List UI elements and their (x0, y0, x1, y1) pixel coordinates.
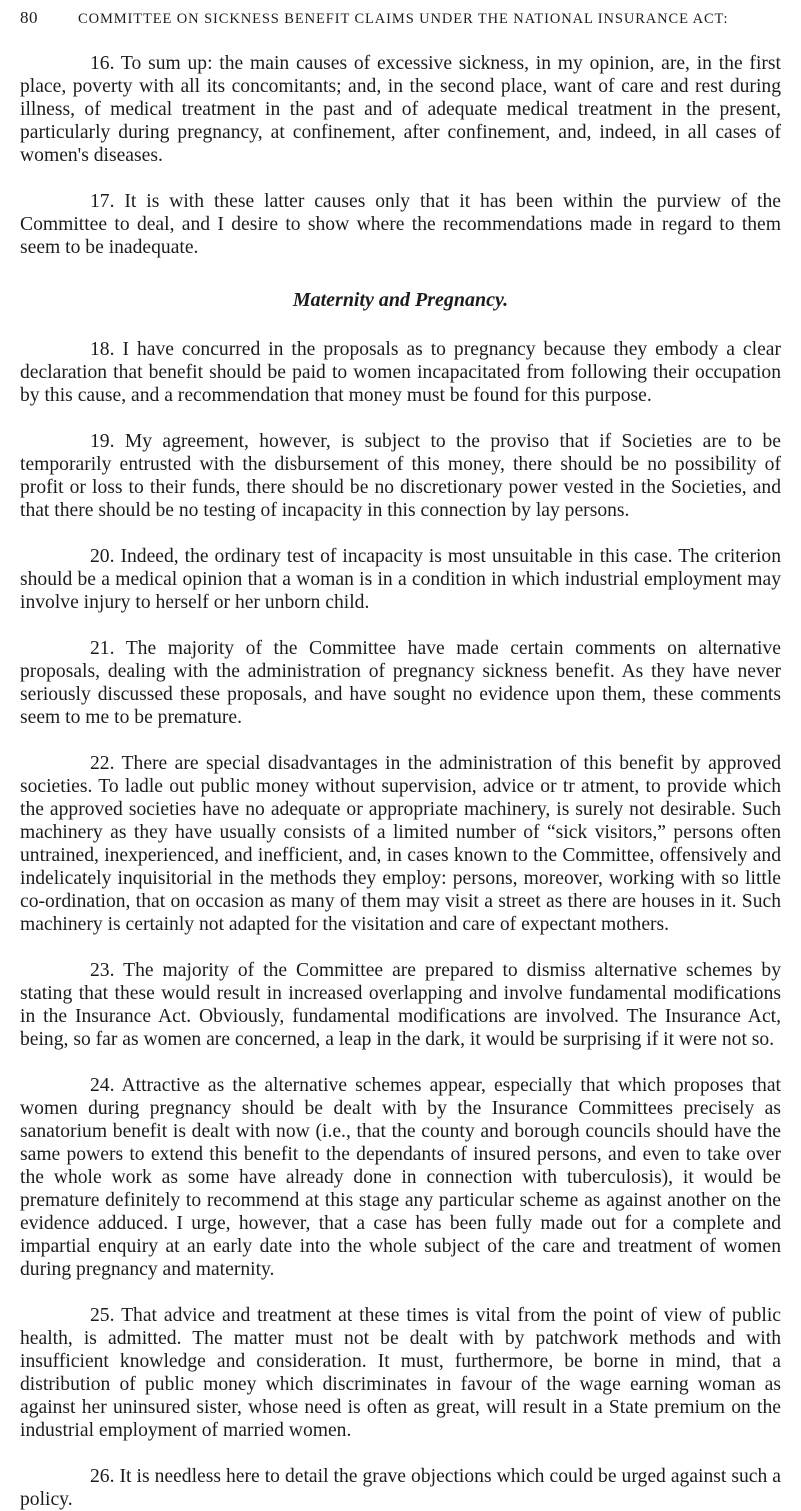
paragraph-18: 18. I have concurred in the proposals as to pregnancy because they embody a clear declaration that benefit should be paid to women incapacitated from following their occupation by this cause, and a recommendation that money must be found for this purpose. (20, 339, 781, 406)
paragraph-25: 25. That advice and treatment at these times is vital from the point of view of public health, is admitted. The matter must not be dealt with by patchwork methods and with insufficient knowledge and consideration. It must, furthermore, be borne in mind, that a distribution of public money which discriminates in favour of the wage earning woman as against her uninsured sister, whose need is often as great, will result in a State premium on the industrial employment of married women. (20, 1305, 781, 1441)
page-number: 80 (20, 8, 38, 27)
paragraph-19: 19. My agreement, however, is subject to the proviso that if Societies are to be temporarily entrusted with the disbursement of this money, there should be no possibility of profit or loss to their funds, there should be no discretionary power vested in the Societies, and that there should be no testing of incapacity in this connection by lay persons. (20, 431, 781, 521)
page-header (20, 8, 781, 52)
paragraph-16: 16. To sum up: the main causes of excessive sickness, in my opinion, are, in the first place, poverty with all its concomitants; and, in the second place, want of care and rest during illness, of medical treatment in the past and of adequate medical treatment in the present, particularly during pregnancy, at confinement, after confinement, and, indeed, in all cases of women's diseases. (20, 53, 781, 166)
paragraph-24: 24. Attractive as the alternative schemes appear, especially that which proposes that women during pregnancy should be dealt with by the Insurance Committees precisely as sanatorium benefit is dealt with now (i.e., that the county and borough councils should have the same powers to extend this benefit to the dependants of insured persons, and even to take over the whole work as some have already done in connection with tuberculosis), it would be premature definitely to recommend at this stage any particular scheme as against another on the evidence adduced. I urge, however, that a case has been fully made out for a complete and impartial enquiry at an early date into the whole subject of the care and treatment of women during pregnancy and maternity. (20, 1075, 781, 1280)
paragraph-20: 20. Indeed, the ordinary test of incapacity is most unsuitable in this case. The criterion should be a medical opinion that a woman is in a condition in which industrial employment may involve injury to herself or her unborn child. (20, 546, 781, 613)
paragraph-23: 23. The majority of the Committee are prepared to dismiss alternative schemes by stating that these would result in increased overlapping and involve fundamental modifications in the Insurance Act. Obviously, fundamental modifications are involved. The Insurance Act, being, so far as women are concerned, a leap in the dark, it would be surprising if it were not so. (20, 960, 781, 1050)
paragraph-17: 17. It is with these latter causes only that it has been within the purview of the Committee to deal, and I desire to show where the recommendations made in regard to them seem to be inadequate. (20, 191, 781, 258)
section-heading: Maternity and Pregnancy. (292, 289, 509, 311)
body-text (20, 52, 781, 1511)
paragraph-26: 26. It is needless here to detail the grave objections which could be urged against such a policy. (20, 1466, 781, 1510)
running-head: COMMITTEE ON SICKNESS BENEFIT CLAIMS UNDER THE NATIONAL INSURANCE ACT: (78, 11, 729, 27)
paragraph-22: 22. There are special disadvantages in the administration of this benefit by approved societies. To ladle out public money without supervision, advice or tr atment, to provide which the approved societies have no adequate or appropriate machinery, is surely not desirable. Such machinery as they have usually consists of a limited number of “sick visitors,” persons often untrained, inexperienced, and inefficient, and, in cases known to the Committee, offensively and indelicately inquisitorial in the methods they employ: persons, moreover, working with so little co-ordination, that on occasion as many of them may visit a street as there are houses in it. Such machinery is certainly not adapted for the visitation and care of expectant mothers. (20, 753, 781, 935)
paragraph-21: 21. The majority of the Committee have made certain comments on alternative proposals, dealing with the administration of pregnancy sickness benefit. As they have never seriously discussed these proposals, and have sought no evidence upon them, these comments seem to me to be premature. (20, 638, 781, 728)
